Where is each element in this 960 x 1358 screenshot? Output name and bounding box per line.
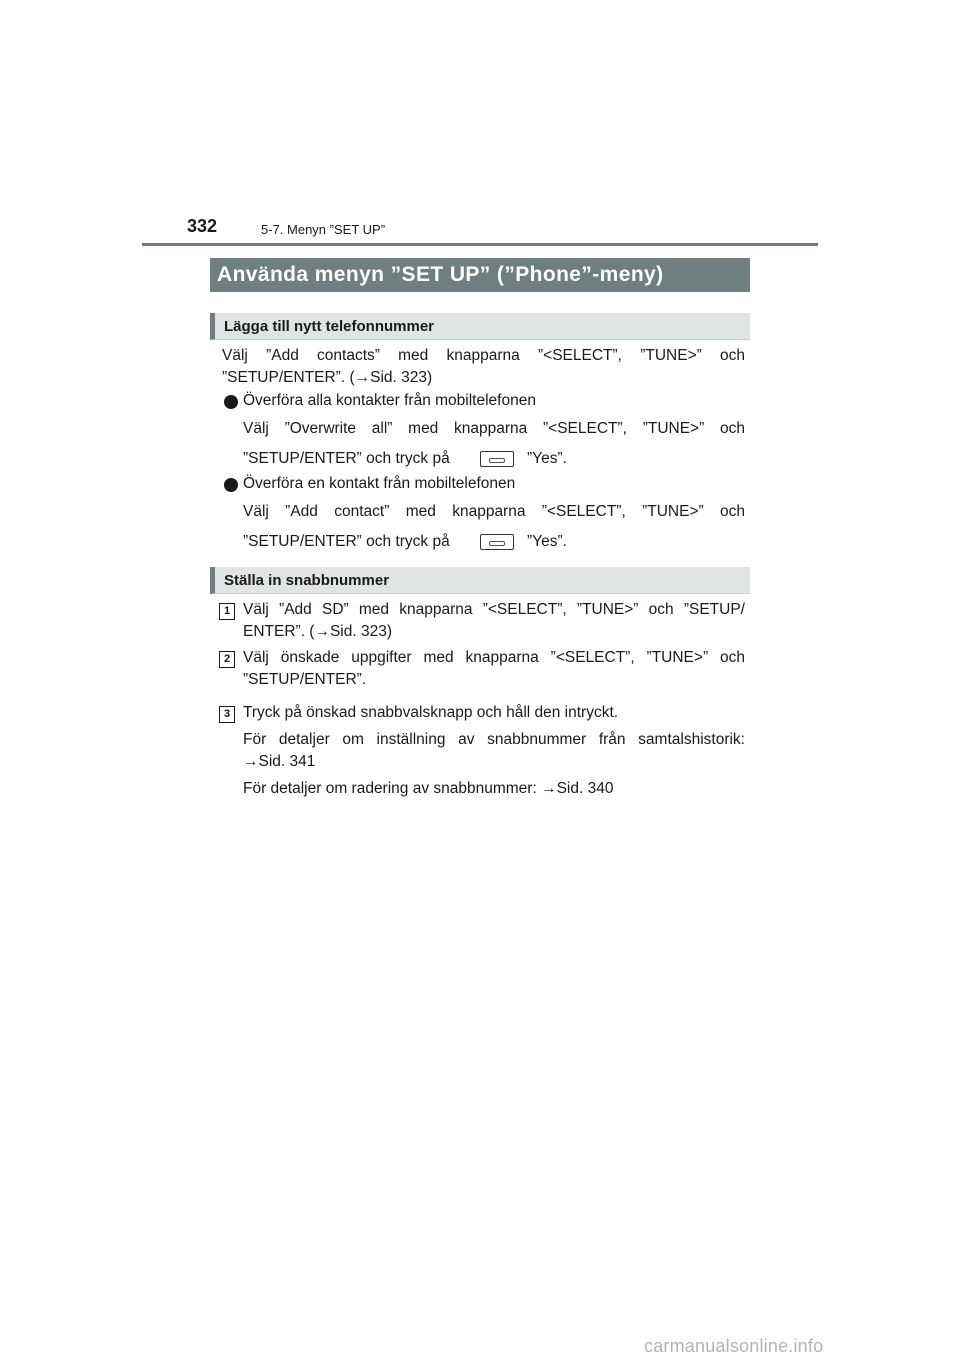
running-head: 5-7. Menyn ”SET UP”	[261, 222, 386, 237]
intro-line-2: ”SETUP/ENTER”. (→Sid. 323)	[222, 369, 433, 386]
bullet-title-overwrite-all: Överföra alla kontakter från mobiltelefonen	[243, 392, 536, 409]
watermark: carmanualsonline.info	[644, 1336, 824, 1356]
phone-key-icon	[480, 451, 514, 467]
note-delete: För detaljer om radering av snabbnummer: →Sid. 340	[243, 780, 614, 797]
page-number: 332	[187, 216, 218, 236]
step-number: 3	[219, 706, 235, 723]
bullet-body-line-2: ”SETUP/ENTER” och tryck på	[243, 533, 450, 550]
bullet-body-line-1: Välj ”Add contact” med knapparna ”<SELECT”, ”TUNE>” och	[243, 503, 745, 520]
header-rule	[142, 243, 818, 246]
bullet-icon	[224, 478, 238, 492]
bullet-body-line-2: ”SETUP/ENTER” och tryck på	[243, 450, 450, 467]
note-history-line-1: För detaljer om inställning av snabbnummer från samtalshistorik:	[243, 731, 745, 748]
bullet-body-yes: ”Yes”.	[527, 450, 567, 467]
subsection-heading-add-number: Lägga till nytt telefonnummer	[210, 313, 750, 340]
section-title: Använda menyn ”SET UP” (”Phone”-meny)	[210, 258, 750, 292]
bullet-title-add-contact: Överföra en kontakt från mobiltelefonen	[243, 475, 516, 492]
step-text-line-1: Välj önskade uppgifter med knapparna ”<SELECT”, ”TUNE>” och	[243, 649, 745, 666]
bullet-icon	[224, 395, 238, 409]
subsection-heading-speed-dial: Ställa in snabbnummer	[210, 567, 750, 594]
step-text-line-1: Välj ”Add SD” med knapparna ”<SELECT”, ”TUNE>” och ”SETUP/	[243, 601, 745, 618]
step-number: 2	[219, 651, 235, 668]
step-text-line-2: ENTER”. (→Sid. 323)	[243, 623, 393, 640]
bullet-body-line-1: Välj ”Overwrite all” med knapparna ”<SELECT”, ”TUNE>” och	[243, 420, 745, 437]
step-number: 1	[219, 603, 235, 620]
note-history-line-2: →Sid. 341	[243, 753, 316, 770]
bullet-body-yes: ”Yes”.	[527, 533, 567, 550]
step-text-line-2: ”SETUP/ENTER”.	[243, 671, 367, 688]
intro-line-1: Välj ”Add contacts” med knapparna ”<SELECT”, ”TUNE>” och	[222, 347, 745, 364]
step-text-line-1: Tryck på önskad snabbvalsknapp och håll den intryckt.	[243, 704, 619, 721]
phone-key-icon	[480, 534, 514, 550]
